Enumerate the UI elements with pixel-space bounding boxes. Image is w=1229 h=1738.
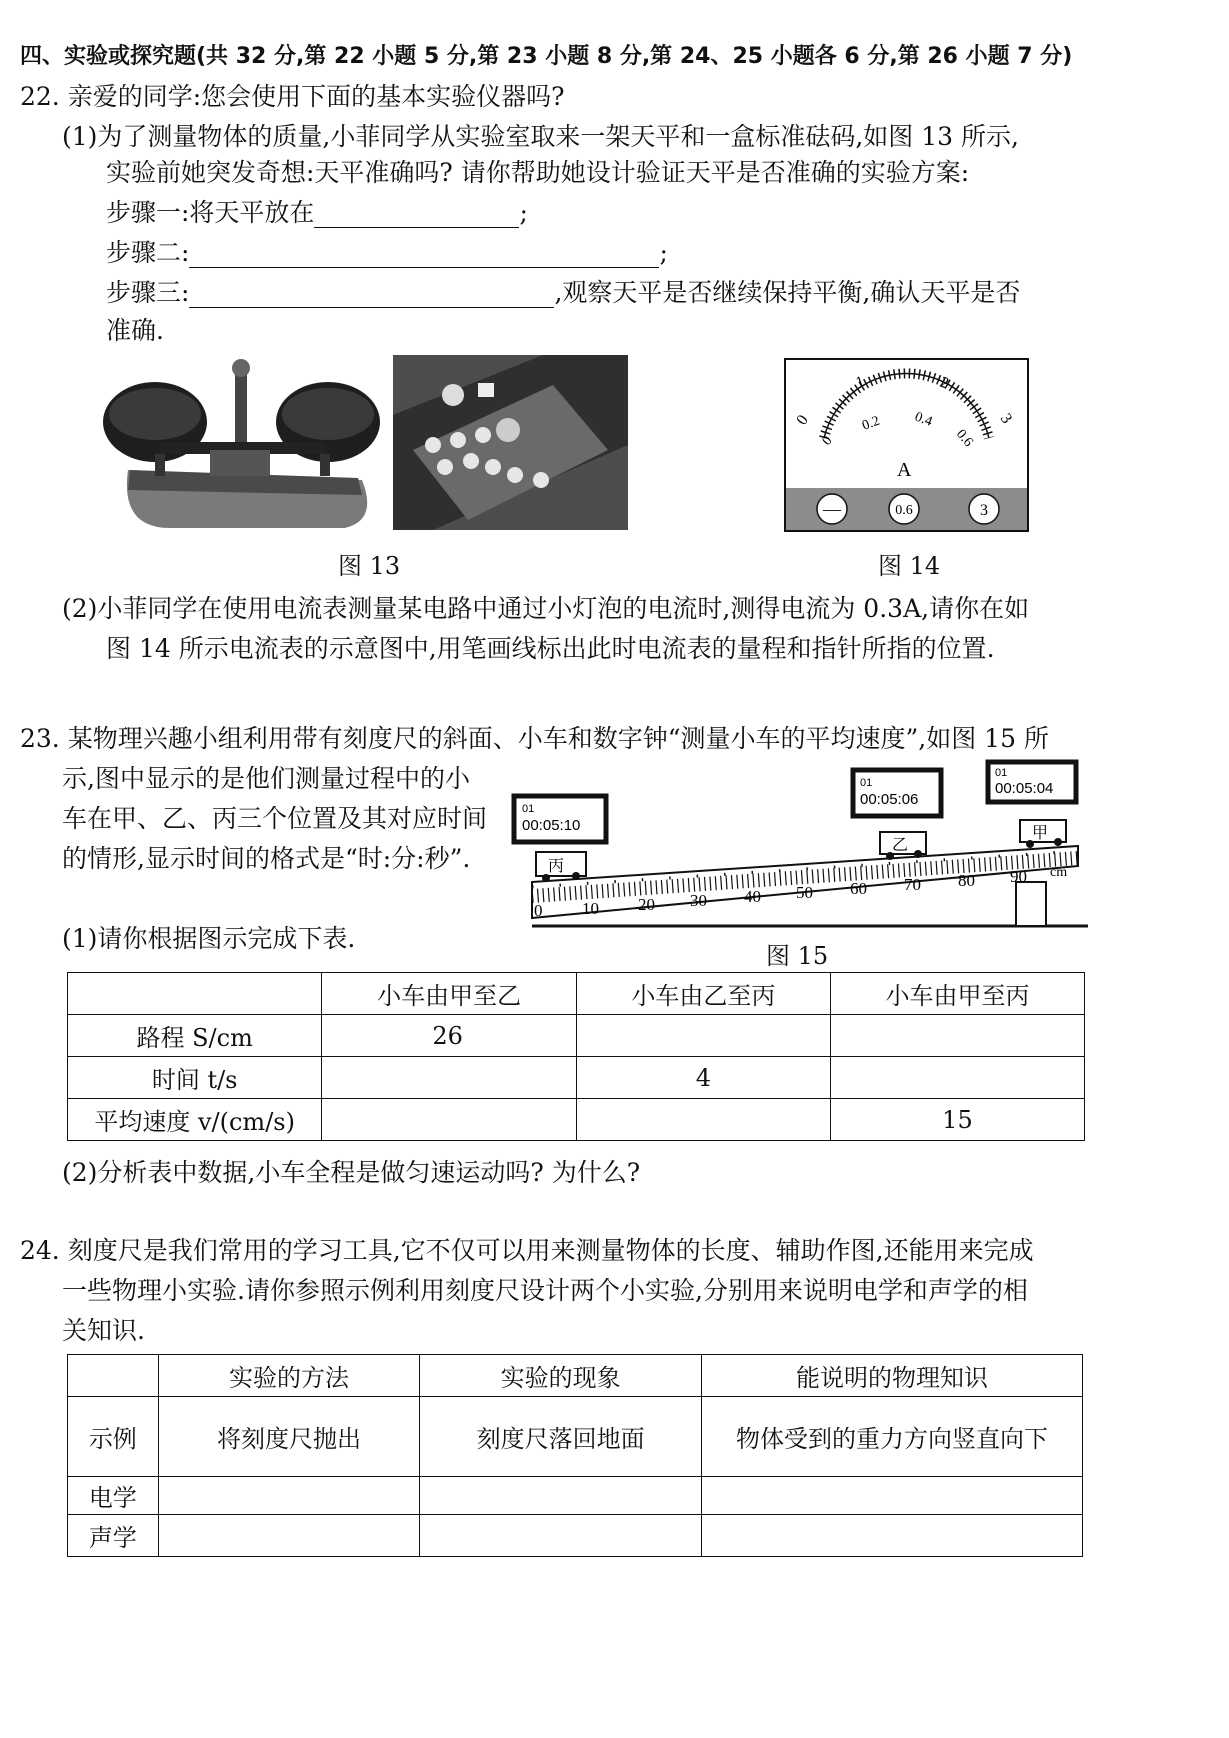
step3-blank[interactable] xyxy=(189,283,554,308)
scale-bottom-0.2: 0.2 xyxy=(860,413,882,434)
ruler-label-20: 20 xyxy=(638,895,655,914)
cell-example-knowledge: 物体受到的重力方向竖直向下 xyxy=(701,1397,1082,1477)
cell-acoustics-phenomenon[interactable] xyxy=(420,1515,702,1557)
step2-end: ; xyxy=(659,238,668,267)
row-label-time: 时间 t/s xyxy=(68,1057,322,1099)
ruler-label-60: 60 xyxy=(850,879,867,898)
table-row xyxy=(68,1015,1085,1057)
cell-time-jia-bing[interactable] xyxy=(830,1057,1084,1099)
cell-time-yi-bing[interactable]: 4 xyxy=(576,1057,830,1099)
table-row xyxy=(68,1515,1083,1557)
clock-yi-time: 00:05:06 xyxy=(860,791,919,808)
q22-p2-line2: 图 14 所示电流表的示意图中,用笔画线标出此时电流表的量程和指针所指的位置. xyxy=(106,634,995,663)
ruler-label-30: 30 xyxy=(690,891,707,910)
table-row xyxy=(68,1397,1083,1477)
q22-step2 xyxy=(106,238,668,268)
q23-p1: (1)请你根据图示完成下表. xyxy=(62,924,356,953)
section-header: 四、实验或探究题(共 32 分,第 22 小题 5 分,第 23 小题 8 分,第 24、25 小题各 6 分,第 26 小题 7 分) xyxy=(20,44,1073,69)
ruler-label-90: 90 xyxy=(1010,867,1027,886)
cell-acoustics-knowledge[interactable] xyxy=(701,1515,1082,1557)
ruler-label-10: 10 xyxy=(582,899,599,918)
q24-th-1: 实验的方法 xyxy=(158,1355,420,1397)
incline-ruler xyxy=(532,846,1078,918)
clock-jia-top: 01 xyxy=(995,767,1008,779)
step3-end: ,观察天平是否继续保持平衡,确认天平是否 xyxy=(554,278,1021,307)
q22-p1-line1: (1)为了测量物体的质量,小菲同学从实验室取来一架天平和一盒标准砝码,如图 13 所示, xyxy=(62,122,1019,151)
cell-distance-jia-bing[interactable] xyxy=(830,1015,1084,1057)
scale-top-0: 0 xyxy=(793,411,812,429)
ruler-label-0: 0 xyxy=(534,901,543,920)
cart-yi xyxy=(880,832,926,860)
q22-p2-line1: (2)小菲同学在使用电流表测量某电路中通过小灯泡的电流时,测得电流为 0.3A,请你在如 xyxy=(62,594,1030,623)
cart-jia xyxy=(1020,820,1066,848)
q23-th-2: 小车由乙至丙 xyxy=(576,973,830,1015)
q23-line4: 的情形,显示时间的格式是“时:分:秒”. xyxy=(62,844,471,873)
ruler-label-50: 50 xyxy=(796,883,813,902)
table-row xyxy=(68,1099,1085,1141)
scale-top-2: 2 xyxy=(937,373,951,393)
row-label-distance: 路程 S/cm xyxy=(68,1015,322,1057)
table-row xyxy=(68,1057,1085,1099)
q24-th-3: 能说明的物理知识 xyxy=(701,1355,1082,1397)
q24-line2: 一些物理小实验.请你参照示例利用刻度尺设计两个小实验,分别用来说明电学和声学的相 xyxy=(62,1276,1028,1305)
q23-p2: (2)分析表中数据,小车全程是做匀速运动吗? 为什么? xyxy=(62,1158,641,1187)
q22-p1-line2: 实验前她突发奇想:天平准确吗? 请你帮助她设计验证天平是否准确的实验方案: xyxy=(106,158,970,187)
fig14-caption: 图 14 xyxy=(878,552,941,580)
cart-jia-label: 甲 xyxy=(1032,823,1049,842)
q22-step3 xyxy=(106,278,1020,308)
cell-electricity-phenomenon[interactable] xyxy=(420,1477,702,1515)
cell-example-method: 将刻度尺抛出 xyxy=(158,1397,420,1477)
step1-blank[interactable] xyxy=(314,203,519,228)
q23-line1: 23. 某物理兴趣小组利用带有刻度尺的斜面、小车和数字钟“测量小车的平均速度”,如图 15 所 xyxy=(20,724,1049,753)
clock-bing-top: 01 xyxy=(522,803,535,815)
terminal-negative-label: — xyxy=(823,499,841,519)
incline-ruler-diagram xyxy=(510,758,1090,933)
q24-line1: 24. 刻度尺是我们常用的学习工具,它不仅可以用来测量物体的长度、辅助作图,还能用来完成 xyxy=(20,1236,1034,1265)
cell-example-phenomenon: 刻度尺落回地面 xyxy=(420,1397,702,1477)
ruler-label-80: 80 xyxy=(958,871,975,890)
row-label-speed: 平均速度 v/(cm/s) xyxy=(68,1099,322,1141)
cell-distance-yi-bing[interactable] xyxy=(576,1015,830,1057)
clock-yi-top: 01 xyxy=(860,777,873,789)
cell-electricity-knowledge[interactable] xyxy=(701,1477,1082,1515)
fig15-caption: 图 15 xyxy=(766,942,829,970)
terminal-0.6-label: 0.6 xyxy=(895,503,913,518)
scale-bottom-0.6: 0.6 xyxy=(952,426,976,450)
q24-th-0 xyxy=(68,1355,159,1397)
balance-photo xyxy=(100,350,385,530)
row-label-electricity: 电学 xyxy=(68,1477,159,1515)
weights-box-photo xyxy=(393,355,628,530)
clock-bing-time: 00:05:10 xyxy=(522,817,581,834)
step2-blank[interactable] xyxy=(189,243,659,268)
q24-th-2: 实验的现象 xyxy=(420,1355,702,1397)
row-label-acoustics: 声学 xyxy=(68,1515,159,1557)
step1-label: 步骤一:将天平放在 xyxy=(106,198,315,227)
ammeter-unit: A xyxy=(897,459,912,481)
cell-acoustics-method[interactable] xyxy=(158,1515,420,1557)
q23-th-3: 小车由甲至丙 xyxy=(830,973,1084,1015)
step3-label: 步骤三: xyxy=(106,278,190,307)
table-row xyxy=(68,1477,1083,1515)
cell-distance-jia-yi[interactable]: 26 xyxy=(322,1015,577,1057)
cell-speed-jia-bing[interactable]: 15 xyxy=(830,1099,1084,1141)
scale-top-1: 1 xyxy=(853,373,867,392)
cell-time-jia-yi[interactable] xyxy=(322,1057,577,1099)
q22-step1 xyxy=(106,198,528,228)
scale-bottom-0: 0 xyxy=(819,433,836,449)
cell-electricity-method[interactable] xyxy=(158,1477,420,1515)
row-label-example: 示例 xyxy=(68,1397,159,1477)
q23-th-1: 小车由甲至乙 xyxy=(322,973,577,1015)
terminal-3-label: 3 xyxy=(980,502,988,519)
ruler-label-70: 70 xyxy=(904,875,921,894)
cart-bing-label: 丙 xyxy=(548,856,565,875)
ruler-label-40: 40 xyxy=(744,887,761,906)
q22-step3-line2: 准确. xyxy=(106,316,164,345)
q23-data-table xyxy=(67,972,1085,1141)
scale-top-3: 3 xyxy=(996,410,1016,427)
q24-experiment-table xyxy=(67,1354,1083,1557)
cell-speed-jia-yi[interactable] xyxy=(322,1099,577,1141)
fig13-caption: 图 13 xyxy=(338,552,401,580)
cart-yi-label: 乙 xyxy=(892,835,909,854)
ruler-unit: cm xyxy=(1050,865,1068,880)
clock-jia-time: 00:05:04 xyxy=(995,780,1054,797)
q23-th-0 xyxy=(68,973,322,1015)
cell-speed-yi-bing[interactable] xyxy=(576,1099,830,1141)
step1-end: ; xyxy=(519,198,528,227)
q22-stem: 22. 亲爱的同学:您会使用下面的基本实验仪器吗? xyxy=(20,82,565,111)
scale-bottom-0.4: 0.4 xyxy=(912,409,935,430)
step2-label: 步骤二: xyxy=(106,238,190,267)
q23-line2: 示,图中显示的是他们测量过程中的小 xyxy=(62,764,470,793)
q24-line3: 关知识. xyxy=(62,1316,145,1345)
q23-line3: 车在甲、乙、丙三个位置及其对应时间 xyxy=(62,804,488,833)
ammeter-diagram[interactable] xyxy=(784,358,1029,533)
cart-bing xyxy=(536,852,586,882)
